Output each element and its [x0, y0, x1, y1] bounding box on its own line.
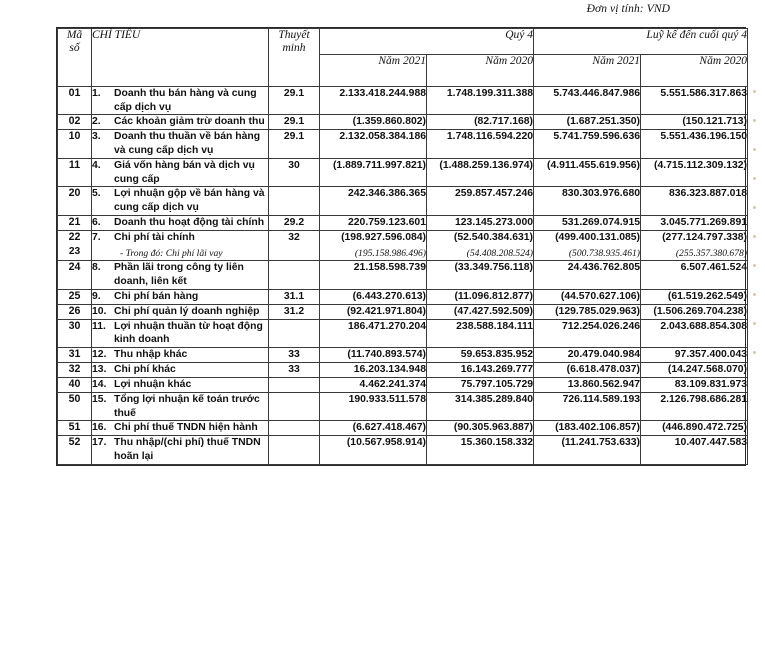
row-item	[92, 230, 269, 260]
row-value-cum-2020: (61.519.262.549)	[641, 289, 748, 304]
row-value-cum-2021	[534, 230, 641, 260]
row-item-line	[92, 393, 268, 420]
row-value-cum-2021: (44.570.627.106)	[534, 289, 641, 304]
row-value-cum-2021: 5.741.759.596.636	[534, 130, 641, 158]
row-value-cum-2020-sub: (255.357.380.678)	[675, 247, 748, 259]
row-value-cum-2021: 531.269.074.915	[534, 215, 641, 230]
row-label: Tổng lợi nhuận kế toán trước thuế	[114, 393, 260, 419]
table-row	[58, 304, 748, 319]
row-index: 15.	[92, 393, 107, 405]
row-code: 01	[58, 87, 92, 115]
table-row	[58, 378, 748, 393]
row-value-q4-2020: 16.143.269.777	[427, 363, 534, 378]
table-row	[58, 187, 748, 215]
row-value-cum-2020: (1.506.269.704.238)	[641, 304, 748, 319]
row-index: 2.	[92, 116, 101, 128]
header-note-line1: Thuyết	[278, 29, 310, 41]
table-row	[58, 363, 748, 378]
row-index: 12.	[92, 349, 107, 361]
row-note: 29.1	[269, 130, 320, 158]
row-note: 30	[269, 158, 320, 186]
row-label: Doanh thu thuần về bán hàng và cung cấp dịch vụ	[114, 131, 261, 157]
row-value-q4-2020: (33.349.756.118)	[427, 261, 534, 289]
row-item	[92, 348, 269, 363]
row-item-line	[92, 305, 268, 319]
row-value-cum-2021: 5.743.446.847.986	[534, 87, 641, 115]
row-value-cum-2020: 2.043.688.854.308	[641, 319, 748, 347]
row-label: Thu nhập/(chi phí) thuế TNDN hoãn lại	[114, 437, 261, 463]
row-note: 31.1	[269, 289, 320, 304]
row-value-q4-2020: (11.096.812.877)	[427, 289, 534, 304]
row-item-line	[92, 159, 268, 186]
row-value-q4-2020: (47.427.592.509)	[427, 304, 534, 319]
row-value-cum-2020: 83.109.831.973	[641, 378, 748, 393]
row-index: 8.	[92, 262, 101, 274]
header-code-line2: số	[69, 42, 80, 55]
row-value-q4-2020: 123.145.273.000	[427, 215, 534, 230]
row-sub-code: 23	[68, 245, 81, 257]
row-label: Chi phí tài chính	[114, 231, 195, 243]
row-index: 4.	[92, 159, 101, 171]
row-value-q4-2021: (1.889.711.997.821)	[320, 158, 427, 186]
row-value-q4-2021: 16.203.134.948	[320, 363, 427, 378]
row-value-q4-2020: 1.748.199.311.388	[427, 87, 534, 115]
row-item-line	[92, 231, 268, 245]
table-row	[58, 87, 748, 115]
row-code: 31	[58, 348, 92, 363]
header-group-quarter: Quý 4	[320, 29, 534, 55]
table-row	[58, 289, 748, 304]
row-item	[92, 187, 269, 215]
row-code: 51	[58, 421, 92, 436]
row-value-q4-2021: 220.759.123.601	[320, 215, 427, 230]
row-value-cum-2021: 726.114.589.193	[534, 392, 641, 420]
row-code: 40	[58, 378, 92, 393]
row-value-cum-2020: 836.323.887.018	[641, 187, 748, 215]
table-header	[58, 29, 748, 87]
header-item: CHỈ TIÊU	[92, 29, 269, 87]
row-value-q4-2021: (92.421.971.804)	[320, 304, 427, 319]
row-label: Doanh thu bán hàng và cung cấp dịch vụ	[114, 88, 257, 113]
row-value-cum-2021: 24.436.762.805	[534, 261, 641, 289]
table-row	[58, 348, 748, 363]
row-value-cum-2020-main: (277.124.797.338)	[662, 231, 748, 243]
header-year-cum-2020: Năm 2020	[641, 55, 748, 87]
row-label: Chi phí khác	[114, 364, 176, 376]
table-row	[58, 158, 748, 186]
row-value-q4-2020: 314.385.289.840	[427, 392, 534, 420]
row-item	[92, 261, 269, 289]
row-index: 3.	[92, 131, 101, 143]
row-value-q4-2021: 190.933.511.578	[320, 392, 427, 420]
row-index: 17.	[92, 437, 107, 449]
row-note	[269, 261, 320, 289]
row-label: Doanh thu hoạt động tài chính	[114, 216, 265, 228]
row-index: 16.	[92, 422, 107, 434]
row-label: Chi phí thuế TNDN hiện hành	[114, 422, 258, 434]
row-item-line	[92, 378, 268, 392]
row-sub-label: - Trong đó: Chi phí lãi vay	[120, 247, 223, 259]
row-item-line	[92, 421, 268, 435]
row-value-q4-2020: 59.653.835.952	[427, 348, 534, 363]
header-code	[58, 29, 92, 87]
row-value-q4-2021: 2.132.058.384.186	[320, 130, 427, 158]
row-value-cum-2020: (14.247.568.070)	[641, 363, 748, 378]
income-statement-table-frame	[56, 27, 746, 466]
row-value-q4-2020	[427, 230, 534, 260]
table-row	[58, 421, 748, 436]
row-index: 7.	[92, 231, 101, 243]
income-statement-table	[57, 28, 748, 465]
row-note	[269, 436, 320, 464]
row-code: 21	[58, 215, 92, 230]
row-value-q4-2021: 21.158.598.739	[320, 261, 427, 289]
row-value-cum-2021: (4.911.455.619.956)	[534, 158, 641, 186]
unit-caption: Đơn vị tính: VND	[586, 3, 670, 15]
header-row-groups	[58, 29, 748, 55]
row-item	[92, 115, 269, 130]
row-value-q4-2020: (1.488.259.136.974)	[427, 158, 534, 186]
row-index: 13.	[92, 364, 107, 376]
row-value-cum-2021: (129.785.029.963)	[534, 304, 641, 319]
row-value-cum-2020: 10.407.447.583	[641, 436, 748, 464]
row-note: 29.1	[269, 87, 320, 115]
row-value-q4-2020-main: (52.540.384.631)	[453, 231, 534, 243]
row-item	[92, 319, 269, 347]
row-note: 29.2	[269, 215, 320, 230]
row-label: Thu nhập khác	[114, 349, 188, 361]
row-item	[92, 130, 269, 158]
row-item-line	[92, 115, 268, 129]
row-value-cum-2021: 830.303.976.680	[534, 187, 641, 215]
row-value-q4-2021: 186.471.270.204	[320, 319, 427, 347]
row-code: 52	[58, 436, 92, 464]
row-value-q4-2021	[320, 230, 427, 260]
row-item-line	[92, 216, 268, 230]
row-item	[92, 436, 269, 464]
row-item-line	[92, 348, 268, 362]
table-row	[58, 319, 748, 347]
row-label: Giá vốn hàng bán và dịch vụ cung cấp	[114, 159, 255, 185]
header-year-cum-2021: Năm 2021	[534, 55, 641, 87]
row-label: Phần lãi trong công ty liên doanh, liên kết	[114, 262, 244, 287]
row-value-cum-2020: (4.715.112.309.132)	[641, 158, 748, 186]
row-value-q4-2021-main: (198.927.596.084)	[341, 231, 426, 243]
row-code: 32	[58, 363, 92, 378]
row-note: 29.1	[269, 115, 320, 130]
row-item-line	[92, 87, 268, 114]
row-value-cum-2020: (446.890.472.725)	[641, 421, 748, 436]
row-index: 9.	[92, 290, 101, 302]
row-item	[92, 158, 269, 186]
row-value-cum-2021-main: (499.400.131.085)	[555, 231, 641, 243]
row-value-cum-2020	[641, 230, 748, 260]
row-value-cum-2020: (150.121.713)	[641, 115, 748, 130]
row-value-cum-2020: 6.507.461.524	[641, 261, 748, 289]
row-value-q4-2020: 259.857.457.246	[427, 187, 534, 215]
row-item	[92, 363, 269, 378]
row-note: 31.2	[269, 304, 320, 319]
row-item	[92, 289, 269, 304]
row-label: Lợi nhuận thuần từ hoạt động kinh doanh	[114, 320, 263, 346]
row-code: 20	[58, 187, 92, 215]
row-value-q4-2020: (90.305.963.887)	[427, 421, 534, 436]
header-year-q4-2021: Năm 2021	[320, 55, 427, 87]
row-code: 25	[58, 289, 92, 304]
row-value-q4-2021: (1.359.860.802)	[320, 115, 427, 130]
row-value-cum-2021: (1.687.251.350)	[534, 115, 641, 130]
row-note	[269, 187, 320, 215]
row-value-q4-2020: 75.797.105.729	[427, 378, 534, 393]
row-index: 6.	[92, 216, 101, 228]
row-item	[92, 421, 269, 436]
row-note	[269, 319, 320, 347]
row-value-cum-2021: 13.860.562.947	[534, 378, 641, 393]
row-value-q4-2021: (11.740.893.574)	[320, 348, 427, 363]
row-item	[92, 378, 269, 393]
row-item-line	[92, 320, 268, 347]
table-row	[58, 215, 748, 230]
row-value-cum-2021: (183.402.106.857)	[534, 421, 641, 436]
row-item-line	[92, 436, 268, 463]
row-item	[92, 215, 269, 230]
row-value-q4-2021: 242.346.386.365	[320, 187, 427, 215]
row-value-q4-2020-sub: (54.408.208.524)	[466, 247, 534, 259]
header-year-q4-2020: Năm 2020	[427, 55, 534, 87]
row-note	[269, 378, 320, 393]
row-value-q4-2021: (6.443.270.613)	[320, 289, 427, 304]
row-note	[269, 392, 320, 420]
row-code	[58, 230, 92, 260]
row-code: 10	[58, 130, 92, 158]
header-note	[269, 29, 320, 87]
table-row	[58, 230, 748, 260]
row-item-line	[92, 187, 268, 214]
header-note-line2: minh	[282, 42, 306, 55]
row-value-q4-2020: 15.360.158.332	[427, 436, 534, 464]
row-value-q4-2021: 2.133.418.244.988	[320, 87, 427, 115]
row-code: 24	[58, 261, 92, 289]
row-value-cum-2021-sub: (500.738.935.461)	[568, 247, 641, 259]
row-code: 26	[58, 304, 92, 319]
row-index: 11.	[92, 320, 106, 332]
row-item-line	[92, 363, 268, 377]
row-note	[269, 421, 320, 436]
row-label: Chi phí quản lý doanh nghiệp	[114, 305, 260, 317]
row-value-cum-2020: 5.551.436.196.150	[641, 130, 748, 158]
row-value-q4-2020: 238.588.184.111	[427, 319, 534, 347]
row-value-q4-2021: 4.462.241.374	[320, 378, 427, 393]
row-index: 14.	[92, 379, 107, 391]
table-row	[58, 130, 748, 158]
row-label: Các khoản giảm trừ doanh thu	[114, 116, 265, 128]
row-label: Lợi nhuận gộp về bán hàng và cung cấp dịch vụ	[114, 188, 265, 214]
row-value-q4-2021: (6.627.418.467)	[320, 421, 427, 436]
header-code-line1: Mã	[66, 29, 83, 41]
row-label: Lợi nhuận khác	[114, 379, 192, 391]
row-value-cum-2021: (11.241.753.633)	[534, 436, 641, 464]
row-item	[92, 87, 269, 115]
row-code: 30	[58, 319, 92, 347]
row-code: 50	[58, 392, 92, 420]
row-note: 32	[269, 230, 320, 260]
page-edge-marks	[753, 90, 759, 420]
row-code: 11	[58, 158, 92, 186]
row-item-line	[92, 261, 268, 288]
row-value-q4-2021: (10.567.958.914)	[320, 436, 427, 464]
row-item-line	[92, 130, 268, 157]
row-value-cum-2021: (6.618.478.037)	[534, 363, 641, 378]
row-value-cum-2021: 20.479.040.984	[534, 348, 641, 363]
row-main-code: 22	[68, 230, 81, 243]
row-value-q4-2020: 1.748.116.594.220	[427, 130, 534, 158]
table-body	[58, 87, 748, 465]
table-row	[58, 115, 748, 130]
table-row	[58, 436, 748, 464]
row-index: 5.	[92, 188, 101, 200]
row-value-q4-2020: (82.717.168)	[427, 115, 534, 130]
row-value-cum-2021: 712.254.026.246	[534, 319, 641, 347]
row-value-cum-2020: 2.126.798.686.281	[641, 392, 748, 420]
row-value-cum-2020: 3.045.771.269.891	[641, 215, 748, 230]
row-code: 02	[58, 115, 92, 130]
row-index: 1.	[92, 88, 101, 99]
row-value-q4-2021-sub: (195.158.986.496)	[354, 247, 426, 259]
row-label: Chi phí bán hàng	[114, 290, 199, 302]
row-value-cum-2020: 97.357.400.043	[641, 348, 748, 363]
row-value-cum-2020: 5.551.586.317.863	[641, 87, 748, 115]
table-row	[58, 392, 748, 420]
table-row	[58, 261, 748, 289]
row-item	[92, 304, 269, 319]
row-item-line	[92, 290, 268, 304]
row-note: 33	[269, 363, 320, 378]
row-item	[92, 392, 269, 420]
row-index: 10.	[92, 305, 107, 317]
row-note: 33	[269, 348, 320, 363]
header-group-cumulative: Luỹ kế đến cuối quý 4	[534, 29, 748, 55]
